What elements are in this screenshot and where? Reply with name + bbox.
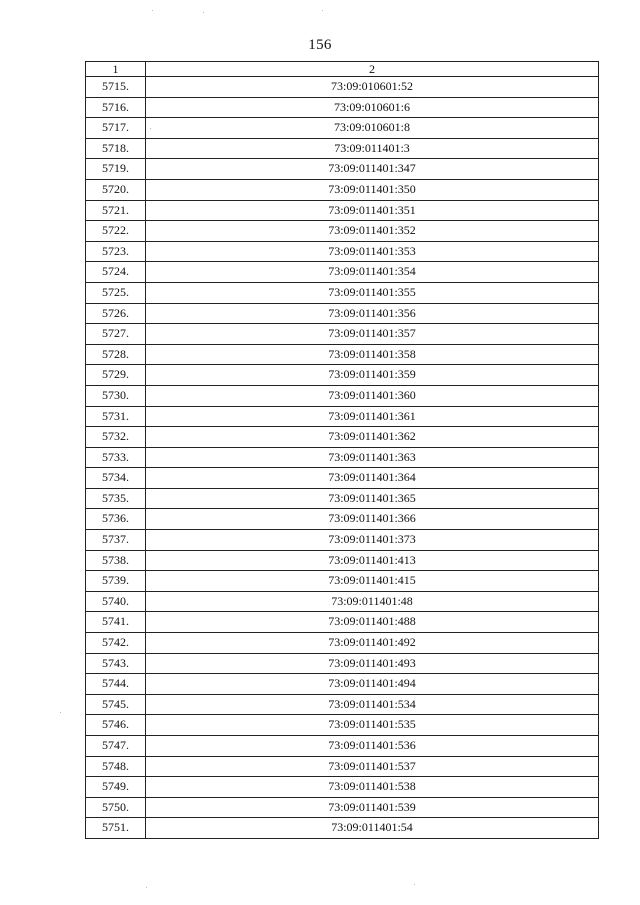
table-row xyxy=(86,447,599,468)
table-row xyxy=(86,674,599,695)
row-index-cell: 5731. xyxy=(86,406,146,427)
table-row xyxy=(86,344,599,365)
row-index-cell: 5741. xyxy=(86,612,146,633)
table-row xyxy=(86,406,599,427)
table-row xyxy=(86,282,599,303)
cadastral-number-cell: 73:09:011401:355 xyxy=(146,282,599,303)
row-index-cell: 5734. xyxy=(86,468,146,489)
row-index-cell: 5745. xyxy=(86,694,146,715)
table-row xyxy=(86,262,599,283)
row-index-cell: 5726. xyxy=(86,303,146,324)
table-row xyxy=(86,818,599,839)
cadastral-number-cell: 73:09:011401:494 xyxy=(146,674,599,695)
row-index-cell: 5718. xyxy=(86,138,146,159)
cadastral-number-cell: 73:09:011401:358 xyxy=(146,344,599,365)
cadastral-number-cell: 73:09:011401:359 xyxy=(146,365,599,386)
cadastral-number-cell: 73:09:010601:52 xyxy=(146,77,599,98)
scan-speck xyxy=(322,10,323,11)
cadastral-number-cell: 73:09:011401:413 xyxy=(146,550,599,571)
row-index-cell: 5720. xyxy=(86,179,146,200)
cadastral-number-cell: 73:09:011401:492 xyxy=(146,633,599,654)
table-body xyxy=(86,77,599,839)
table-row xyxy=(86,591,599,612)
table-row xyxy=(86,200,599,221)
row-index-cell: 5732. xyxy=(86,427,146,448)
scan-speck xyxy=(203,12,204,13)
table-row xyxy=(86,571,599,592)
cadastral-number-cell: 73:09:011401:537 xyxy=(146,756,599,777)
header-row xyxy=(86,62,599,77)
table-row xyxy=(86,324,599,345)
row-index-cell: 5751. xyxy=(86,818,146,839)
cadastral-number-cell: 73:09:011401:538 xyxy=(146,777,599,798)
row-index-cell: 5717. xyxy=(86,118,146,139)
cadastral-number-cell: 73:09:011401:3 xyxy=(146,138,599,159)
row-index-cell: 5744. xyxy=(86,674,146,695)
row-index-cell: 5750. xyxy=(86,797,146,818)
table-row xyxy=(86,756,599,777)
cadastral-number-cell: 73:09:011401:534 xyxy=(146,694,599,715)
table-row xyxy=(86,138,599,159)
cadastral-number-cell: 73:09:011401:493 xyxy=(146,653,599,674)
cadastral-number-cell: 73:09:011401:362 xyxy=(146,427,599,448)
table-row xyxy=(86,509,599,530)
row-index-cell: 5727. xyxy=(86,324,146,345)
cadastral-number-cell: 73:09:011401:536 xyxy=(146,736,599,757)
cadastral-number-cell: 73:09:011401:363 xyxy=(146,447,599,468)
table-row xyxy=(86,241,599,262)
row-index-cell: 5723. xyxy=(86,241,146,262)
cadastral-number-cell: 73:09:011401:360 xyxy=(146,385,599,406)
row-index-cell: 5749. xyxy=(86,777,146,798)
scan-speck xyxy=(60,712,61,713)
registry-table xyxy=(85,61,599,839)
cadastral-number-cell: 73:09:011401:352 xyxy=(146,221,599,242)
row-index-cell: 5719. xyxy=(86,159,146,180)
row-index-cell: 5735. xyxy=(86,488,146,509)
cadastral-number-cell: 73:09:011401:48 xyxy=(146,591,599,612)
table-row xyxy=(86,385,599,406)
cadastral-number-cell: 73:09:011401:356 xyxy=(146,303,599,324)
column-header-cadastral-number: 2 xyxy=(146,62,599,77)
table-row xyxy=(86,736,599,757)
row-index-cell: 5740. xyxy=(86,591,146,612)
table-row xyxy=(86,612,599,633)
row-index-cell: 5743. xyxy=(86,653,146,674)
cadastral-number-cell: 73:09:011401:488 xyxy=(146,612,599,633)
table-row xyxy=(86,118,599,139)
table-row xyxy=(86,633,599,654)
row-index-cell: 5738. xyxy=(86,550,146,571)
table-row xyxy=(86,97,599,118)
row-index-cell: 5721. xyxy=(86,200,146,221)
row-index-cell: 5715. xyxy=(86,77,146,98)
table-header xyxy=(86,62,599,77)
cadastral-number-cell: 73:09:010601:8 xyxy=(146,118,599,139)
table-row xyxy=(86,715,599,736)
cadastral-number-cell: 73:09:011401:54 xyxy=(146,818,599,839)
scan-speck xyxy=(146,887,147,888)
page-number: 156 xyxy=(308,37,332,53)
cadastral-number-cell: 73:09:011401:361 xyxy=(146,406,599,427)
table-row xyxy=(86,653,599,674)
cadastral-number-cell: 73:09:011401:366 xyxy=(146,509,599,530)
cadastral-number-cell: 73:09:010601:6 xyxy=(146,97,599,118)
table-row xyxy=(86,694,599,715)
row-index-cell: 5729. xyxy=(86,365,146,386)
scan-speck xyxy=(414,884,415,885)
table-row xyxy=(86,221,599,242)
column-header-index: 1 xyxy=(86,62,146,77)
cadastral-number-cell: 73:09:011401:539 xyxy=(146,797,599,818)
cadastral-number-cell: 73:09:011401:364 xyxy=(146,468,599,489)
row-index-cell: 5739. xyxy=(86,571,146,592)
table-row xyxy=(86,159,599,180)
table-row xyxy=(86,550,599,571)
row-index-cell: 5736. xyxy=(86,509,146,530)
row-index-cell: 5748. xyxy=(86,756,146,777)
table-row xyxy=(86,488,599,509)
cadastral-number-cell: 73:09:011401:350 xyxy=(146,179,599,200)
cadastral-number-cell: 73:09:011401:347 xyxy=(146,159,599,180)
row-index-cell: 5722. xyxy=(86,221,146,242)
cadastral-number-cell: 73:09:011401:415 xyxy=(146,571,599,592)
row-index-cell: 5737. xyxy=(86,530,146,551)
table-row xyxy=(86,797,599,818)
row-index-cell: 5730. xyxy=(86,385,146,406)
row-index-cell: 5746. xyxy=(86,715,146,736)
row-index-cell: 5742. xyxy=(86,633,146,654)
table-row xyxy=(86,179,599,200)
scan-speck xyxy=(150,128,151,129)
table-row xyxy=(86,530,599,551)
scan-speck xyxy=(152,10,153,11)
cadastral-number-cell: 73:09:011401:535 xyxy=(146,715,599,736)
table-row xyxy=(86,468,599,489)
row-index-cell: 5733. xyxy=(86,447,146,468)
row-index-cell: 5724. xyxy=(86,262,146,283)
cadastral-number-cell: 73:09:011401:357 xyxy=(146,324,599,345)
row-index-cell: 5747. xyxy=(86,736,146,757)
cadastral-number-cell: 73:09:011401:353 xyxy=(146,241,599,262)
cadastral-number-cell: 73:09:011401:373 xyxy=(146,530,599,551)
table-row xyxy=(86,303,599,324)
table-row xyxy=(86,777,599,798)
cadastral-number-cell: 73:09:011401:354 xyxy=(146,262,599,283)
cadastral-number-cell: 73:09:011401:365 xyxy=(146,488,599,509)
row-index-cell: 5716. xyxy=(86,97,146,118)
table-row xyxy=(86,77,599,98)
cadastral-number-cell: 73:09:011401:351 xyxy=(146,200,599,221)
table-row xyxy=(86,427,599,448)
table-row xyxy=(86,365,599,386)
row-index-cell: 5725. xyxy=(86,282,146,303)
row-index-cell: 5728. xyxy=(86,344,146,365)
